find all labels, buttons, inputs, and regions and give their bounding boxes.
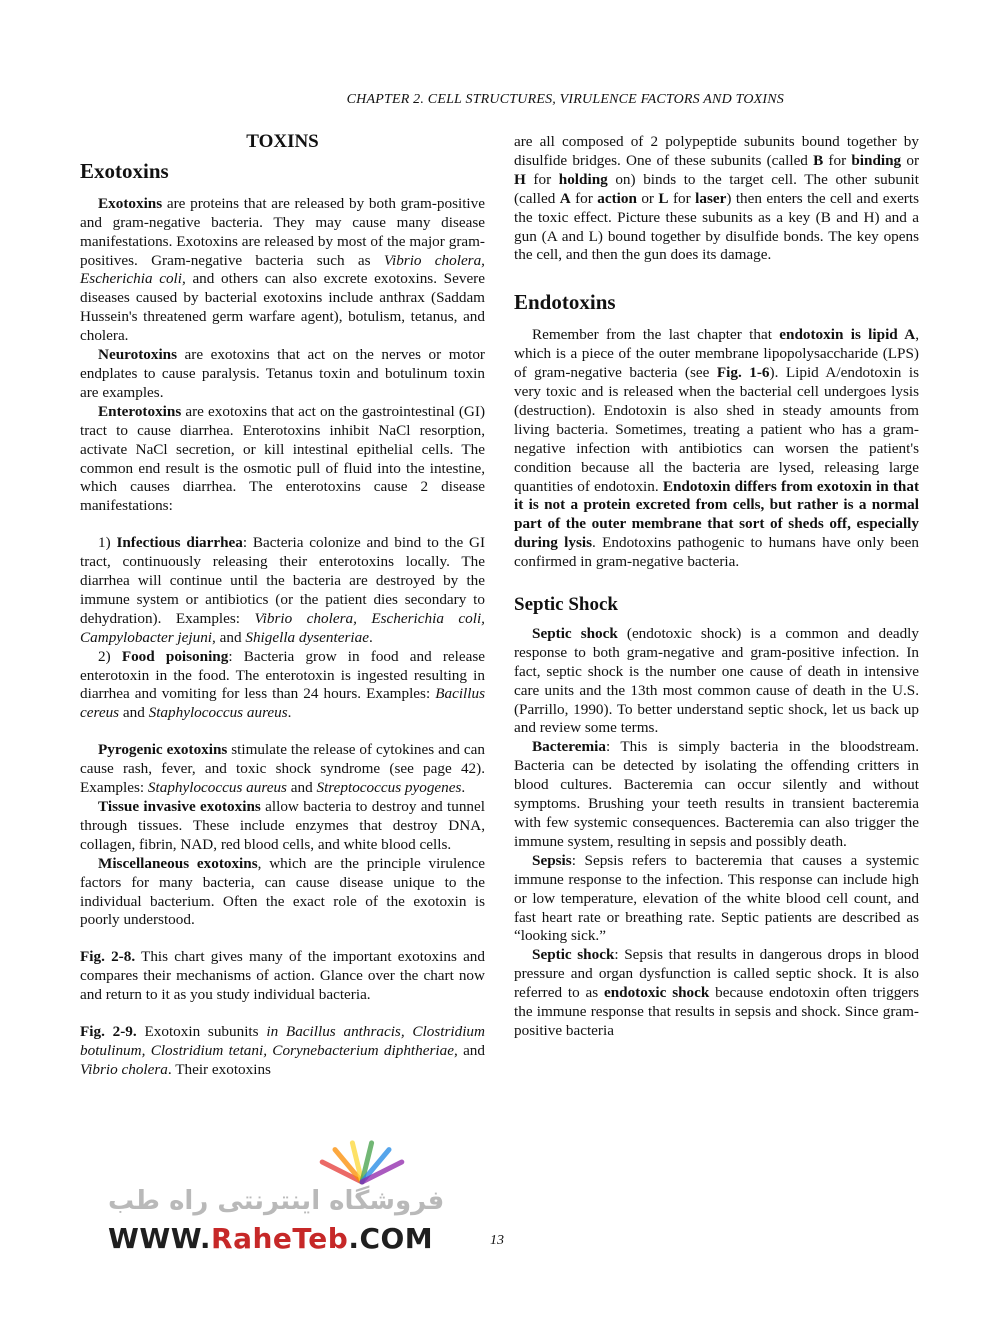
text-run: : Bacteria grow in food and release enterotoxin in the food. The enterotoxin is ingested resulting in diarrhea and vomiting for less than 24 hours. Examples:: [80, 647, 485, 703]
paragraph-miscellaneous-exotoxins: [80, 855, 485, 931]
text-run: , and: [212, 628, 246, 646]
bold-term: Fig. 1-6: [716, 364, 770, 382]
text-run: : This is simply bacteria in the bloodstream. Bacteria can be detected by isolating the offending critters in blood cultures. Bacteremia can occur silently and without symptoms. Brushing your teeth results in transient bacteremia with few systemic consequences. Bacteremia can also trigger the immune system, resulting in sepsis and possibly death.: [514, 738, 919, 850]
text-run: or: [901, 151, 919, 169]
bold-term: Fig. 2-8.: [80, 948, 136, 966]
italic-term: Staphylococcus aureus: [148, 704, 288, 722]
text-run: Exotoxin subunits: [136, 1023, 267, 1041]
text-run: (endotoxic shock) is a common and deadly response to both gram-negative and gram-positive infection. In fact, septic shock is the number one cause of death in intensive care units and the 13th most common cause of death in the U.S. (Parrillo, 1990). To better understand septic shock, let us back up and review some terms.: [514, 624, 919, 737]
bold-term: endotoxin is lipid A: [779, 326, 916, 344]
text-run: stimulate the release of cytokines and can cause rash, fever, and toxic shock syndrome (see page 42). Examples:: [80, 741, 485, 797]
text-run: 1): [98, 534, 117, 552]
text-run: . Endotoxins pathogenic to humans have only been confirmed in gram-negative bacteria.: [514, 534, 920, 571]
text-run: for: [570, 189, 598, 207]
text-run: on) binds to the target cell. The other subunit (called: [514, 170, 919, 207]
text-run: : Sepsis refers to bacteremia that causes a systemic immune response to the infection. This response can include high or low temperature, elevation of the white blood cell count, and fast heart rate or breathing rate. Septic patients are described as “looking sick.”: [514, 851, 919, 945]
text-run: are exotoxins that act on the nerves or motor endplates to cause paralysis. Tetanus toxin and botulinum toxin are examples.: [80, 346, 485, 401]
bold-term: Endotoxin differs from exotoxin in that it is not a protein excreted from cells, but rather is a normal part of the outer membrane that sort of sheds off, especially during lysis: [514, 477, 919, 552]
text-run: : Bacteria colonize and bind to the GI tract, continuously releasing their enterotoxins locally. The diarrhea will continue until the bacteria are destroyed by the immune system or antibiotics (or the patient dies secondary to dehydration). Examples:: [80, 534, 485, 627]
text-run: . Their exotoxins: [167, 1060, 271, 1078]
figure-caption-2-8: [80, 948, 485, 1005]
paragraph-septic-shock-definition: [514, 946, 919, 1041]
heading-exotoxins: Exotoxins: [80, 158, 169, 183]
italic-term: Vibrio cholera, Escherichia coli: [80, 251, 485, 288]
bold-term: action: [597, 189, 637, 207]
bold-term: Sepsis: [532, 851, 572, 869]
bold-term: Bacteremia: [532, 738, 606, 756]
text-run: allow bacteria to destroy and tunnel through tissues. These include enzymes that destroy DNA, collagen, fibrin, NAD, red blood cells, and white blood cells.: [80, 798, 485, 853]
text-run: This chart gives many of the important exotoxins and compares their mechanisms of action. Glance over the chart now and return to it as you study individual bacteria.: [80, 948, 485, 1004]
running-head: CHAPTER 2. CELL STRUCTURES, VIRULENCE FACTORS AND TOXINS: [346, 92, 784, 107]
watermark-persian-text: فروشگاه اینترنتی راه طب: [108, 1186, 445, 1216]
paragraph-neurotoxins: [80, 346, 485, 403]
bold-term: Miscellaneous exotoxins: [98, 854, 258, 872]
text-run: , and: [453, 1041, 485, 1059]
paragraph-food-poisoning: [80, 648, 485, 724]
italic-term: Staphylococcus aureus: [147, 779, 287, 797]
bold-term: Food poisoning: [121, 647, 229, 665]
italic-term: Shigella dysenteriae: [245, 628, 369, 646]
text-run: .: [368, 628, 373, 646]
italic-term: Streptococcus pyogenes: [316, 779, 462, 797]
page-number: 13: [490, 1233, 504, 1248]
text-run: ) then enters the cell and exerts the toxic effect. Picture these subunits as a key (B and H) and a gun (A and L) bound together by disulfide bonds. The key opens the cell, and then the gun does its damage.: [514, 189, 919, 264]
text-run: for: [525, 170, 559, 188]
bold-term: Septic shock: [532, 624, 618, 642]
text-run: because endotoxin often triggers the immune response that results in sepsis and shock. Since gram-positive bacteria: [514, 984, 919, 1039]
text-run: , and others can also excrete exotoxins. Severe diseases caused by bacterial exotoxins include anthrax (Saddam Hussein's threatened germ warfare agent), botulism, tetanus, and cholera.: [80, 270, 485, 345]
text-run: and: [119, 704, 149, 722]
text-run: ). Lipid A/endotoxin is very toxic and is released when the bacterial cell undergoes lysis (destruction). Endotoxin is also shed in steady amounts from living bacteria. Sometimes, treating a patient who has a gram-negative infection with antibiotics can worsen the patient's condition because all the bacteria are lysed, releasing large quantities of endotoxin.: [514, 364, 919, 495]
italic-term: Vibrio cholera: [80, 1060, 168, 1078]
bold-term: Pyrogenic exotoxins: [98, 741, 228, 759]
text-run: Remember from the last chapter that: [532, 326, 780, 344]
watermark-url: [108, 1222, 433, 1255]
section-title-toxins: TOXINS: [246, 131, 319, 152]
paragraph-pyrogenic-exotoxins: [80, 741, 485, 798]
text-run: are all composed of 2 polypeptide subunits bound together by disulfide bridges. One of these subunits (called: [514, 133, 919, 169]
paragraph-tissue-invasive-exotoxins: [80, 798, 485, 855]
bold-term: Exotoxins: [98, 194, 163, 212]
right-column: [514, 133, 919, 1041]
bold-term: H: [514, 170, 526, 188]
bold-term: holding: [558, 170, 608, 188]
bold-term: A: [559, 189, 571, 207]
text-run: .: [461, 779, 466, 797]
paragraph-septic-shock-intro: [514, 625, 919, 738]
bold-term: Tissue invasive exotoxins: [98, 798, 261, 815]
text-run: are proteins that are released by both gram-positive and gram-negative bacteria. They may cause many disease manifestations. Exotoxins are released by most of the major gram-positives. Gram-negative bacteria such as: [80, 194, 485, 269]
heading-septic-shock: Septic Shock: [514, 594, 618, 616]
bold-term: Septic shock: [532, 946, 615, 964]
bold-term: L: [658, 189, 669, 207]
bold-term: Infectious diarrhea: [116, 534, 243, 552]
paragraph-sepsis: [514, 852, 919, 947]
paragraph-bacteremia: [514, 738, 919, 851]
watermark-url-brand: RaheTeb: [211, 1222, 349, 1255]
paragraph-exotoxins-intro: [80, 195, 485, 346]
paragraph-endotoxins: [514, 326, 919, 572]
bold-term: endotoxic shock: [603, 984, 710, 1002]
italic-term: in Bacillus anthracis, Clostridium botulinum, Clostridium tetani, Corynebacterium diphtheriae: [80, 1023, 485, 1059]
text-run: or: [636, 189, 659, 207]
text-run: and: [286, 779, 317, 797]
text-run: for: [668, 189, 696, 207]
text-run: 2): [98, 647, 122, 665]
bold-term: Neurotoxins: [98, 346, 178, 364]
text-run: .: [287, 704, 292, 722]
heading-endotoxins: Endotoxins: [514, 290, 616, 315]
watermark-url-suffix: .COM: [348, 1222, 434, 1255]
text-run: , which are the principle virulence factors for many bacteria, can cause disease unique to the individual bacterium. Often the exact role of the exotoxin is poorly understood.: [80, 854, 485, 929]
text-run: : Sepsis that results in dangerous drops in blood pressure and organ dysfunction is called septic shock. It is also referred to as: [514, 946, 919, 1002]
text-run: , which is a piece of the outer membrane lipopolysaccharide (LPS) of gram-negative bacteria (see: [514, 326, 919, 382]
paragraph-subunits-continued: [514, 133, 919, 265]
bold-term: binding: [851, 151, 902, 169]
text-run: are exotoxins that act on the gastrointestinal (GI) tract to cause diarrhea. Enterotoxins inhibit NaCl resorption, activate NaCl secretion, or kill intestinal epithelial cells. The common end result is the osmotic pull of fluid into the intestine, which causes diarrhea. The enterotoxins cause 2 disease manifestations:: [80, 402, 485, 515]
italic-term: Bacillus cereus: [80, 685, 485, 722]
paragraph-enterotoxins: [80, 403, 485, 516]
text-run: for: [823, 151, 852, 169]
italic-term: Vibrio cholera, Escherichia coli, Campylobacter jejuni: [80, 609, 485, 646]
watermark-url-prefix: WWW.: [108, 1222, 212, 1255]
bold-term: Fig. 2-9.: [80, 1023, 137, 1041]
bold-term: Enterotoxins: [98, 402, 182, 420]
paragraph-infectious-diarrhea: [80, 534, 485, 647]
figure-caption-2-9: [80, 1023, 485, 1080]
bold-term: laser: [695, 189, 727, 207]
watermark-book-logo: [306, 1132, 418, 1188]
left-column: [80, 133, 485, 1080]
bold-term: B: [813, 151, 824, 169]
